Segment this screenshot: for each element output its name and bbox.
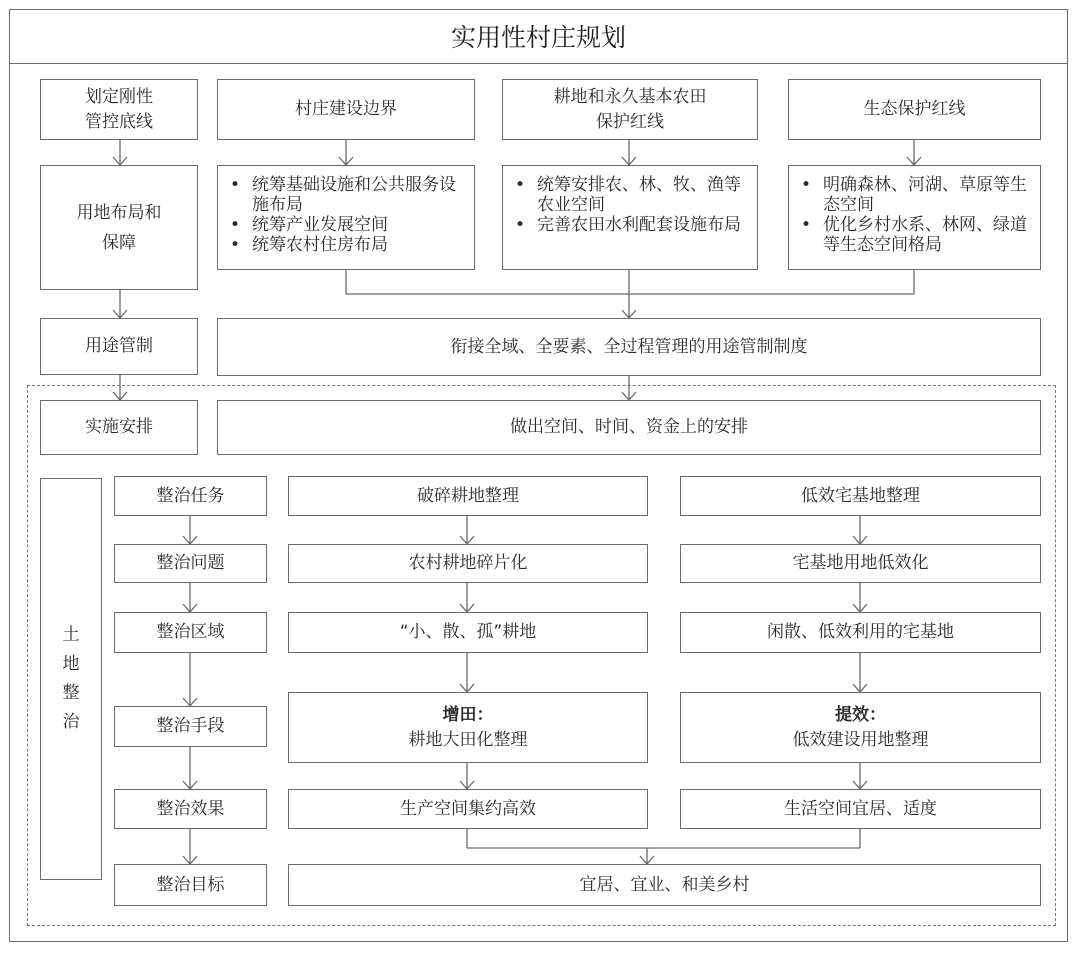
left-effect-text: 生产空间集约高效 <box>400 798 536 819</box>
right-means-title: 提效： <box>835 704 886 725</box>
implementation-text: 实施安排 <box>85 417 153 437</box>
left-effect <box>288 789 648 829</box>
left-task <box>288 476 648 516</box>
bullet-item: • 完善农田水利配套设施布局 <box>515 215 749 235</box>
land-remediation-label <box>40 478 102 880</box>
right-means <box>680 692 1041 763</box>
goal-box <box>288 864 1041 906</box>
right-effect-text: 生活空间宜居、适度 <box>784 798 937 819</box>
bullet-item: • 优化乡村水系、林网、绿道等生态空间格局 <box>801 215 1032 255</box>
bottom-line-text-1: 划定刚性 <box>85 86 153 107</box>
bullet-item: • 明确森林、河湖、草原等生态空间 <box>801 175 1032 215</box>
bullet-item: • 统筹安排农、林、牧、渔等农业空间 <box>515 175 749 215</box>
bullets-farmland <box>502 165 758 270</box>
right-problem <box>680 544 1041 583</box>
step-text: 整治区域 <box>156 622 225 642</box>
farmland-redline-text-1: 耕地和永久基本农田 <box>553 86 707 107</box>
right-area-text: 闲散、低效利用的宅基地 <box>767 622 954 642</box>
farmland-redline-text-2: 保护红线 <box>596 111 664 132</box>
label-char: 土 <box>62 625 80 645</box>
label-char: 整 <box>62 683 80 703</box>
box-village-boundary <box>217 79 475 140</box>
bullets-village <box>217 165 475 270</box>
village-boundary-text: 村庄建设边界 <box>295 99 397 119</box>
right-means-text: 低效建设用地整理 <box>792 729 929 750</box>
box-implementation-desc <box>217 400 1041 455</box>
implementation-region <box>27 385 1056 926</box>
right-task <box>680 476 1041 516</box>
right-task-text: 低效宅基地整理 <box>801 485 920 506</box>
bullet-item: • 统筹基础设施和公共服务设施布局 <box>230 175 466 215</box>
use-control-text: 用途管制 <box>85 336 153 356</box>
right-area <box>680 612 1041 653</box>
left-area <box>288 612 648 653</box>
step-text: 整治手段 <box>156 716 225 736</box>
step-text: 整治目标 <box>156 874 225 895</box>
right-problem-text: 宅基地用地低效化 <box>792 553 929 573</box>
left-means-title: 增田： <box>442 704 494 725</box>
bullets-ecology <box>788 165 1041 270</box>
left-problem <box>288 544 648 583</box>
left-problem-text: 农村耕地碎片化 <box>408 553 528 573</box>
goal-text: 宜居、宜业、和美乡村 <box>579 874 750 895</box>
step-text: 整治任务 <box>156 485 225 506</box>
bottom-line-text-2: 管控底线 <box>85 111 153 132</box>
ecology-redline-text: 生态保护红线 <box>863 99 966 119</box>
box-farmland-redline <box>502 79 758 140</box>
step-effect <box>114 789 267 829</box>
land-layout-text-1: 用地布局和 <box>76 202 162 223</box>
bullet-item: • 统筹产业发展空间 <box>230 215 466 235</box>
step-area <box>114 612 267 653</box>
box-land-layout <box>40 165 198 290</box>
land-layout-text-2: 保障 <box>102 232 136 253</box>
right-effect <box>680 789 1041 829</box>
use-control-desc-text: 衔接全域、全要素、全过程管理的用途管制制度 <box>450 336 808 357</box>
box-use-control <box>40 318 198 375</box>
implementation-desc-text: 做出空间、时间、资金上的安排 <box>510 417 748 437</box>
box-use-control-desc <box>217 318 1041 376</box>
box-bottom-line <box>40 79 198 140</box>
step-text: 整治问题 <box>156 553 225 573</box>
left-task-text: 破碎耕地整理 <box>417 485 519 506</box>
step-goal <box>114 864 267 906</box>
bullet-item: • 统筹农村住房布局 <box>230 235 466 255</box>
diagram-title: 实用性村庄规划 <box>9 9 1068 64</box>
step-task <box>114 476 267 516</box>
box-implementation <box>40 400 198 455</box>
step-text: 整治效果 <box>156 798 225 819</box>
step-problem <box>114 544 267 583</box>
box-ecology-redline <box>788 79 1041 140</box>
step-means <box>114 706 267 747</box>
left-means-text: 耕地大田化整理 <box>408 729 528 750</box>
left-area-text: “小、散、孤”耕地 <box>399 622 537 642</box>
label-char: 治 <box>62 712 80 732</box>
left-means <box>288 692 648 763</box>
label-char: 地 <box>62 654 80 674</box>
